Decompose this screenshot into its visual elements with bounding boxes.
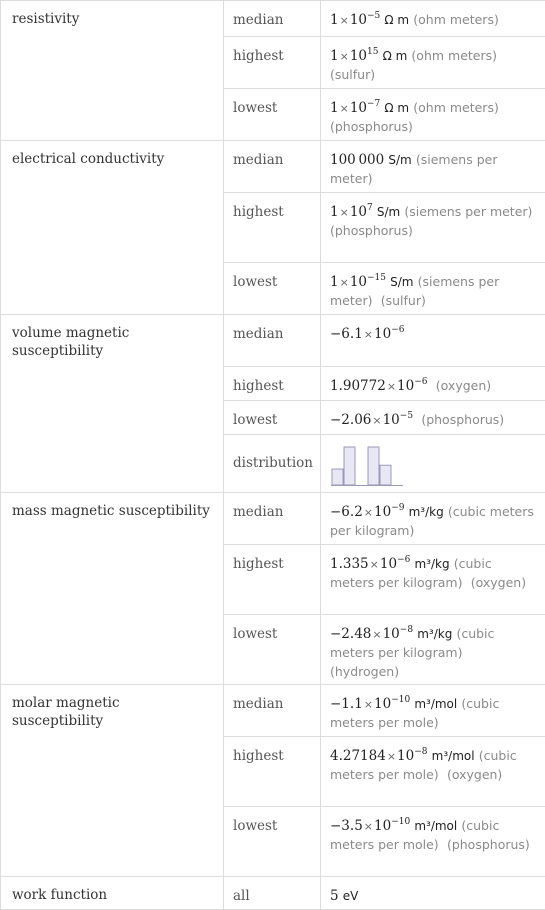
subproperty-cell [224,807,321,877]
value-cell [321,1,545,37]
times-sign: × [363,328,373,341]
value-cell [321,493,545,545]
unit-description: (siemens per meter) [330,274,500,308]
property-name: electrical conductivity [12,151,165,167]
subproperty-cell [224,141,321,193]
value-mantissa: 1 [330,12,339,28]
value-mantissa: −1.1 [330,696,363,712]
value-cell [321,545,545,615]
value-text [321,263,545,311]
value-base: $10^{-10}$ [374,694,411,712]
value-mantissa: −2.06 [330,412,372,428]
value-mantissa: 4.27184 [330,748,386,764]
value-mantissa: −6.1 [330,326,363,342]
extreme-element: (oxygen) [470,575,527,590]
times-sign: × [339,50,349,63]
times-sign: × [339,14,349,27]
value-text [321,315,545,344]
value-cell [321,89,545,141]
times-sign: × [363,820,373,833]
value-cell [321,263,545,315]
subproperty-cell [224,193,321,263]
unit-description: (siemens per meter) [330,152,498,186]
table-row [1,685,545,737]
subproperty-label: lowest [233,100,278,116]
value-mantissa: 1.335 [330,556,369,572]
property-name: work function [12,887,108,903]
property-name: volume magnetic susceptibility [12,325,130,359]
subproperty-label: highest [233,748,284,764]
table-row [1,141,545,193]
times-sign: × [372,414,382,427]
value-exponent: −8 [399,624,414,635]
value-unit: m³/kg [408,505,444,519]
value-base: $10^{-15}$ [349,272,386,290]
property-cell [1,493,224,685]
value-base: $10^{-9}$ [374,502,405,520]
value-exponent: −6 [391,324,405,335]
value-unit: Ω m [382,49,408,63]
subproperty-label: highest [233,204,284,220]
times-sign: × [369,558,379,571]
value-exponent: −6 [397,554,411,565]
extreme-element: (sulfur) [380,293,426,308]
value-base: $10^{-8}$ [382,624,414,642]
value-mantissa: 1 [330,100,339,116]
value-cell [321,193,545,263]
value-exponent: −8 [414,746,428,757]
value-base: $10^{-5}$ [382,410,414,428]
subproperty-cell [224,263,321,315]
times-sign: × [386,750,397,763]
subproperty-cell [224,615,321,685]
subproperty-cell [224,685,321,737]
unit-description: (cubic meters per kilogram) [330,504,534,538]
histogram-bar [344,447,355,485]
extreme-element: (phosphorus) [421,412,505,427]
property-cell [1,685,224,877]
subproperty-cell [224,315,321,367]
subproperty-cell [224,737,321,807]
times-sign: × [339,102,349,115]
value-text [321,545,545,593]
value-cell [321,315,545,367]
value-mantissa: −3.5 [330,818,363,834]
properties-table-body [1,1,545,910]
subproperty-label: lowest [233,412,278,428]
value-text [321,1,545,30]
subproperty-cell [224,877,321,910]
value-text [321,807,545,855]
value-base: $10^{-6}$ [379,554,411,572]
value-text [321,89,545,137]
subproperty-cell [224,493,321,545]
value-cell [321,37,545,89]
value-unit: m³/mol [431,749,475,763]
value-unit: Ω m [384,13,410,27]
value-base: $10^{15}$ [349,46,379,64]
times-sign: × [386,380,397,393]
value-base: $10^7$ [349,202,373,220]
extreme-element: (phosphorus) [446,837,530,852]
subproperty-label: all [233,888,250,904]
extreme-element: (sulfur) [330,67,376,82]
value-mantissa: −6.2 [330,504,363,520]
value-cell [321,685,545,737]
value-base: $10^{-6}$ [397,376,428,394]
histogram-bar [380,465,391,485]
unit-description: (cubic meters per mole) [330,818,500,852]
value-text [321,367,545,396]
value-exponent: 15 [367,46,379,57]
value-base: $10^{-7}$ [349,98,381,116]
value-text [321,37,545,85]
value-unit: S/m [388,153,412,167]
value-mantissa: 1 [330,274,339,290]
value-unit: S/m [390,275,414,289]
value-mantissa: 1 [330,204,339,220]
subproperty-label: highest [233,48,284,64]
value-unit: eV [342,889,359,903]
value-exponent: −5 [367,10,381,21]
unit-description: (ohm meters) [413,100,499,115]
value-text [321,685,545,733]
times-sign: × [339,276,349,289]
value-mantissa: −2.48 [330,626,372,642]
value-number: 100 000 [330,152,385,168]
value-exponent: −10 [391,816,411,827]
value-exponent: 7 [367,202,373,213]
extreme-element: (phosphorus) [330,223,413,238]
extreme-element: (phosphorus) [330,119,413,134]
property-name: molar magnetic susceptibility [12,695,120,729]
value-exponent: −15 [367,272,386,283]
value-exponent: −5 [399,410,414,421]
subproperty-label: median [233,152,284,168]
value-exponent: −10 [391,694,411,705]
value-cell [321,401,545,435]
distribution-histogram [331,445,403,487]
unit-description: (cubic meters per mole) [330,696,500,730]
value-mantissa: 1 [330,48,339,64]
subproperty-cell [224,367,321,401]
subproperty-cell [224,37,321,89]
property-cell [1,1,224,141]
subproperty-label: highest [233,378,284,394]
property-cell [1,877,224,910]
value-unit: m³/kg [417,627,453,641]
property-name: mass magnetic susceptibility [12,503,210,519]
value-number: 5 [330,888,339,904]
subproperty-cell [224,1,321,37]
value-exponent: −6 [414,376,428,387]
property-cell [1,141,224,315]
value-base: $10^{-10}$ [374,816,411,834]
value-unit: m³/kg [414,557,450,571]
value-exponent: −9 [391,502,405,513]
value-text [321,737,545,785]
value-unit: Ω m [384,101,410,115]
value-cell [321,615,545,685]
subproperty-label: distribution [233,455,313,471]
value-base: $10^{-5}$ [349,10,381,28]
subproperty-label: lowest [233,818,278,834]
value-unit: m³/mol [414,697,458,711]
unit-description: (cubic meters per kilogram) [330,556,492,590]
value-unit: S/m [376,205,401,219]
value-cell [321,737,545,807]
unit-description: (cubic meters per mole) [330,748,517,782]
value-cell [321,877,545,910]
value-text [321,193,545,241]
subproperty-cell [224,401,321,435]
subproperty-label: median [233,504,284,520]
extreme-element: (hydrogen) [330,664,400,679]
table-row [1,493,545,545]
value-cell [321,141,545,193]
value-cell [321,807,545,877]
extreme-element: (oxygen) [446,767,503,782]
table-row [1,877,545,910]
value-text [321,493,545,541]
subproperty-cell [224,435,321,493]
value-text [321,401,545,430]
unit-description: (cubic meters per kilogram) [330,626,495,660]
times-sign: × [339,206,349,219]
value-text [321,141,545,189]
subproperty-label: median [233,326,284,342]
table-row [1,315,545,367]
subproperty-label: median [233,696,284,712]
times-sign: × [363,506,373,519]
value-base: $10^{-6}$ [374,324,405,342]
subproperty-label: median [233,12,284,28]
unit-description: (ohm meters) [413,12,499,27]
times-sign: × [372,628,382,641]
value-text [321,615,545,682]
value-text [321,877,545,906]
subproperty-label: lowest [233,274,278,290]
times-sign: × [363,698,373,711]
value-cell [321,367,545,401]
subproperty-cell [224,89,321,141]
value-cell [321,435,545,493]
histogram-bar [332,469,343,485]
value-unit: m³/mol [414,819,458,833]
histogram-bar [368,447,379,485]
subproperty-label: highest [233,556,284,572]
value-base: $10^{-8}$ [397,746,428,764]
value-exponent: −7 [367,98,381,109]
unit-description: (siemens per meter) [404,204,533,219]
unit-description: (ohm meters) [411,48,498,63]
subproperty-cell [224,545,321,615]
subproperty-label: lowest [233,626,278,642]
extreme-element: (oxygen) [435,378,492,393]
property-name: resistivity [12,11,80,27]
property-cell [1,315,224,493]
table-row [1,1,545,37]
value-mantissa: 1.90772 [330,378,386,394]
